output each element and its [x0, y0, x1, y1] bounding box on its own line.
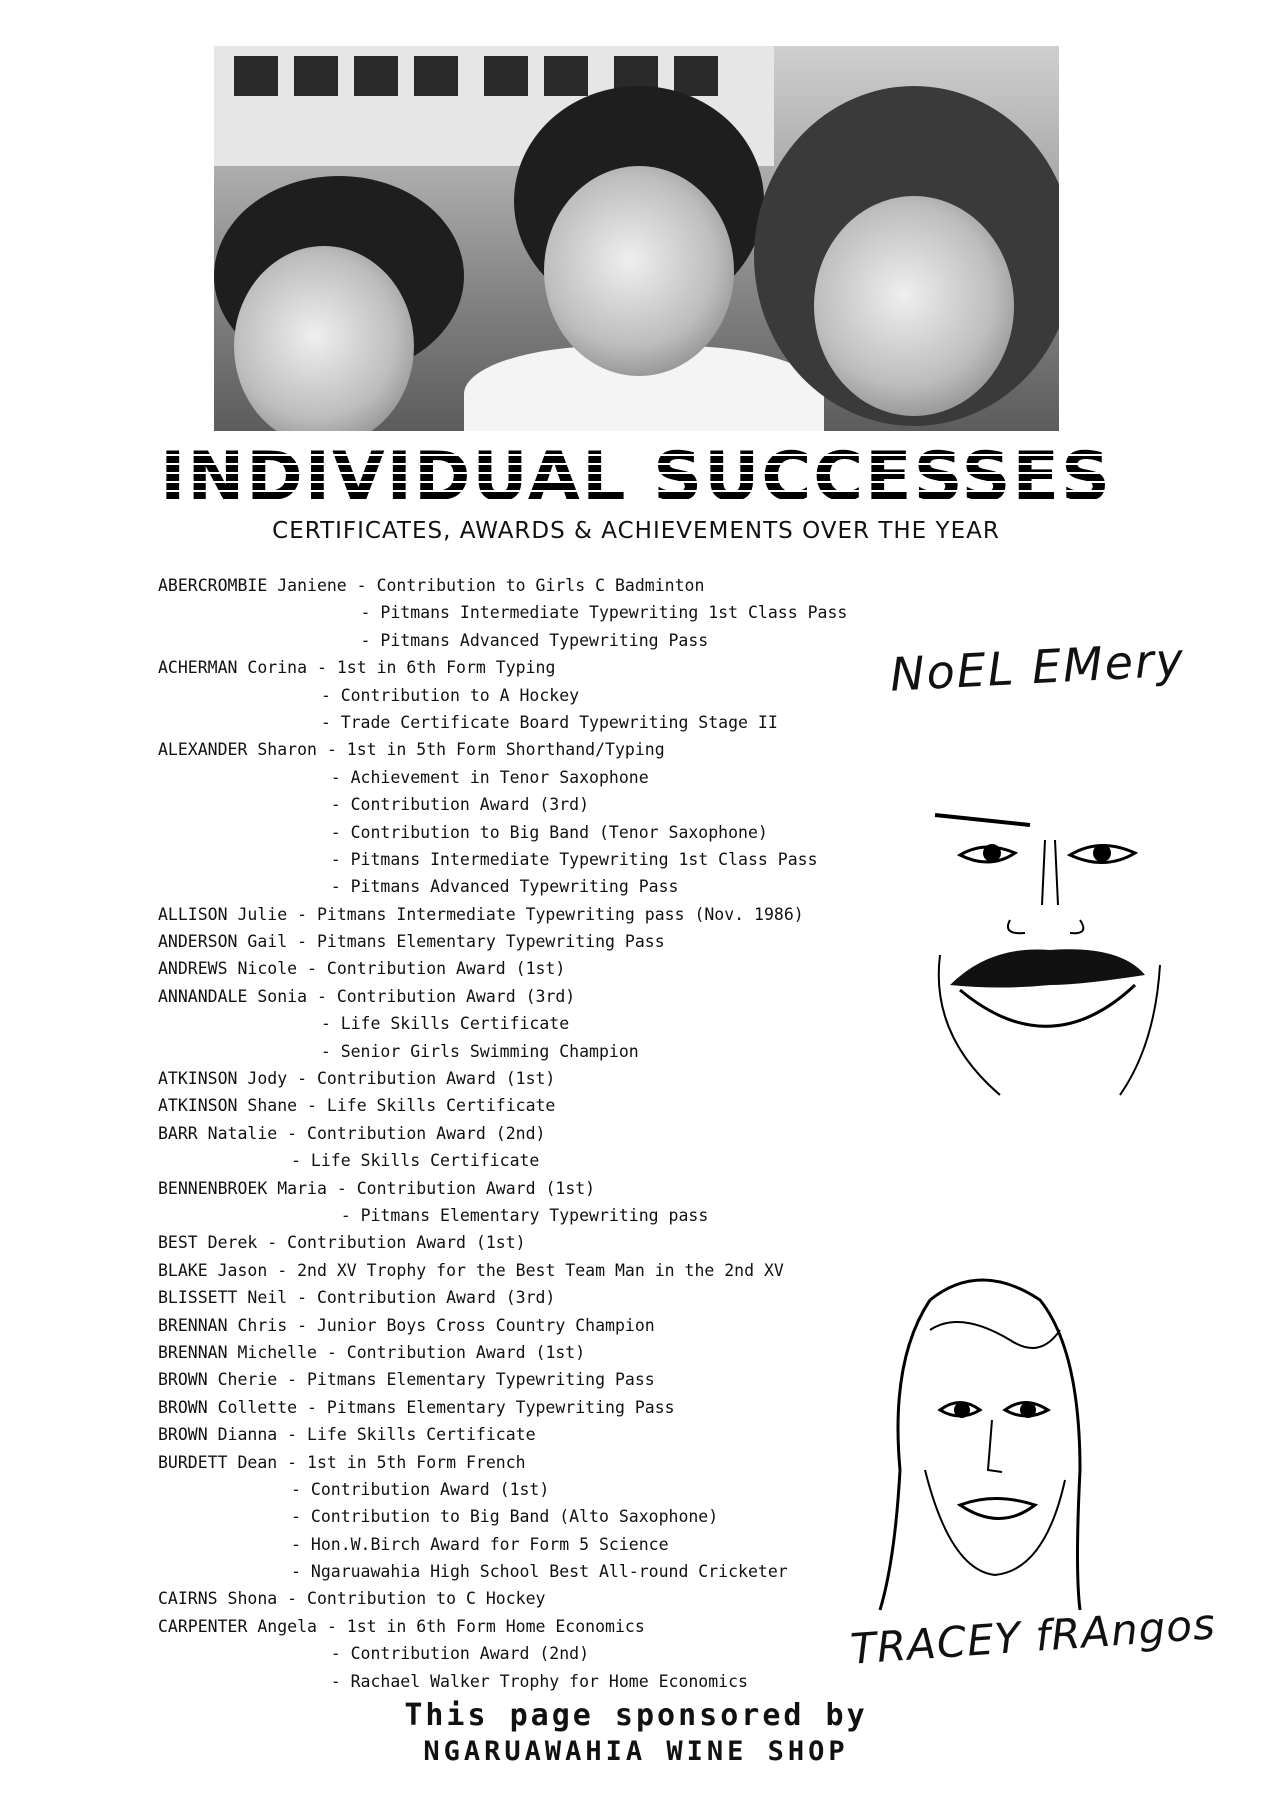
award-text: Pitmans Elementary Typewriting Pass [307, 1370, 655, 1390]
sketch-face-moustache [930, 795, 1170, 1135]
award-text: Hon.W.Birch Award for Form 5 Science [310, 1534, 669, 1554]
award-entry: BROWN Collette - Pitmans Elementary Typewriting Pass [158, 1397, 675, 1417]
award-text: Pitmans Advanced Typewriting Pass [350, 877, 679, 897]
award-entry: BARR Natalie - Contribution Award (2nd) [158, 1123, 546, 1143]
award-entry-continuation: - Ngaruawahia High School Best All-round Cricketer [291, 1562, 788, 1582]
student-name: BLAKE Jason [158, 1260, 268, 1280]
awards-list [158, 572, 878, 1695]
award-text: 1st in 6th Form Typing [336, 658, 556, 678]
award-entry-continuation: - Contribution Award (2nd) [330, 1644, 590, 1664]
award-text: Contribution Award (1st) [346, 1342, 586, 1362]
header-photo [214, 46, 1059, 431]
award-entry: ALEXANDER Sharon - 1st in 5th Form Shorthand/Typing [158, 740, 665, 760]
photo-window [294, 56, 338, 96]
photo-window [234, 56, 278, 96]
award-text: Pitmans Intermediate Typewriting pass (Nov. 1986) [316, 904, 804, 924]
award-entry: BURDETT Dean - 1st in 5th Form French [158, 1452, 526, 1472]
award-entry: BRENNAN Chris - Junior Boys Cross Country Champion [158, 1315, 655, 1335]
student-name: BROWN Collette [158, 1397, 298, 1417]
award-text: Pitmans Elementary Typewriting pass [360, 1205, 709, 1225]
award-entry: ANDERSON Gail - Pitmans Elementary Typewriting Pass [158, 932, 665, 952]
photo-person-left-face [234, 246, 414, 431]
award-text: Contribution Award (1st) [356, 1178, 596, 1198]
award-text: Contribution Award (1st) [316, 1069, 556, 1089]
award-text: Pitmans Elementary Typewriting Pass [316, 932, 665, 952]
photo-window [354, 56, 398, 96]
award-text: Life Skills Certificate [310, 1151, 540, 1171]
award-entry: ATKINSON Jody - Contribution Award (1st) [158, 1069, 556, 1089]
award-text: 1st in 5th Form Shorthand/Typing [346, 740, 665, 760]
award-text: Contribution to C Hockey [307, 1589, 546, 1609]
award-entry-continuation: - Pitmans Intermediate Typewriting 1st Class Pass [330, 849, 818, 869]
award-text: Ngaruawahia High School Best All-round Cricketer [310, 1562, 788, 1582]
award-entry: CAIRNS Shona - Contribution to C Hockey [158, 1589, 546, 1609]
student-name: BROWN Dianna [158, 1425, 278, 1445]
award-entry: BLISSETT Neil - Contribution Award (3rd) [158, 1288, 556, 1308]
award-text: Achievement in Tenor Saxophone [350, 767, 649, 787]
student-name: ATKINSON Shane [158, 1096, 298, 1116]
sponsor-name: NGARUAWAHIA WINE SHOP [423, 1736, 849, 1767]
award-entry: ANNANDALE Sonia - Contribution Award (3rd) [158, 986, 576, 1006]
sponsor-line: This page sponsored by [404, 1698, 868, 1733]
award-text: Life Skills Certificate [326, 1096, 556, 1116]
student-name: CARPENTER Angela [158, 1616, 317, 1636]
award-text: Life Skills Certificate [307, 1425, 536, 1445]
award-entry-continuation: - Contribution Award (1st) [291, 1479, 550, 1499]
award-text: Contribution Award (3rd) [336, 986, 576, 1006]
award-text: Pitmans Intermediate Typewriting 1st Class Pass [380, 603, 848, 623]
award-text: Rachael Walker Trophy for Home Economics [350, 1671, 748, 1691]
award-text: Contribution Award (3rd) [316, 1288, 556, 1308]
award-text: Trade Certificate Board Typewriting Stage II [340, 712, 778, 732]
award-text: 1st in 5th Form French [307, 1452, 526, 1472]
award-entry: BROWN Dianna - Life Skills Certificate [158, 1425, 536, 1445]
award-entry: BLAKE Jason - 2nd XV Trophy for the Best Team Man in the 2nd XV [158, 1260, 784, 1280]
sketch-face-long-hair [870, 1270, 1110, 1630]
award-entry-continuation: - Rachael Walker Trophy for Home Economics [330, 1671, 748, 1691]
award-entry: ACHERMAN Corina - 1st in 6th Form Typing [158, 658, 556, 678]
student-name: ABERCROMBIE Janiene [158, 576, 347, 595]
award-entry-continuation: - Pitmans Advanced Typewriting Pass [360, 630, 709, 650]
award-entry: ATKINSON Shane - Life Skills Certificate [158, 1096, 556, 1116]
award-text: Contribution to Big Band (Alto Saxophone) [310, 1507, 719, 1527]
student-name: BROWN Cherie [158, 1370, 278, 1390]
award-text: Contribution Award (1st) [310, 1479, 550, 1499]
student-name: BRENNAN Michelle [158, 1342, 317, 1362]
award-entry-continuation: - Hon.W.Birch Award for Form 5 Science [291, 1534, 669, 1554]
student-name: ANDERSON Gail [158, 932, 288, 952]
award-entry: BRENNAN Michelle - Contribution Award (1st) [158, 1342, 586, 1362]
student-name: ANDREWS Nicole [158, 959, 298, 979]
award-entry-continuation: - Senior Girls Swimming Champion [320, 1041, 639, 1061]
award-entry-continuation: - Contribution to A Hockey [320, 685, 580, 705]
award-entry-continuation: - Trade Certificate Board Typewriting Stage II [320, 712, 778, 732]
student-name: BLISSETT Neil [158, 1288, 288, 1308]
award-entry: CARPENTER Angela - 1st in 6th Form Home Economics [158, 1616, 645, 1636]
award-entry: BROWN Cherie - Pitmans Elementary Typewriting Pass [158, 1370, 655, 1390]
award-entry-continuation: - Life Skills Certificate [291, 1151, 540, 1171]
award-entry: ANDREWS Nicole - Contribution Award (1st) [158, 959, 566, 979]
award-text: Contribution Award (3rd) [350, 795, 590, 815]
photo-window [484, 56, 528, 96]
award-text: Senior Girls Swimming Champion [340, 1041, 639, 1061]
photo-window [674, 56, 718, 96]
award-text: Contribution Award (1st) [287, 1233, 526, 1253]
photo-person-right-face [814, 196, 1014, 416]
student-name: ALEXANDER Sharon [158, 740, 317, 760]
student-name: ATKINSON Jody [158, 1069, 288, 1089]
photo-window [414, 56, 458, 96]
award-text: 1st in 6th Form Home Economics [346, 1616, 645, 1636]
award-entry-continuation: - Contribution to Big Band (Alto Saxophone) [291, 1507, 719, 1527]
award-text: Pitmans Elementary Typewriting Pass [326, 1397, 675, 1417]
award-text: Contribution Award (2nd) [307, 1123, 546, 1143]
award-text: Contribution Award (2nd) [350, 1644, 590, 1664]
photo-window [544, 56, 588, 96]
signature-tracey-frangos: TRACEY fRAngos [848, 1599, 1218, 1674]
student-name: BURDETT Dean [158, 1452, 278, 1472]
page-title: INDIVIDUAL SUCCESSES [0, 438, 1272, 518]
award-entry-continuation: - Contribution Award (3rd) [330, 795, 590, 815]
award-entry: BEST Derek - Contribution Award (1st) [158, 1233, 526, 1253]
award-text: Contribution Award (1st) [326, 959, 566, 979]
award-text: Pitmans Advanced Typewriting Pass [380, 630, 709, 650]
award-entry-continuation: - Pitmans Elementary Typewriting pass [340, 1205, 709, 1225]
student-name: BENNENBROEK Maria [158, 1178, 327, 1198]
student-name: BRENNAN Chris [158, 1315, 288, 1335]
award-entry: ABERCROMBIE Janiene - Contribution to Girls C Badminton [158, 576, 705, 595]
award-entry: ALLISON Julie - Pitmans Intermediate Typewriting pass (Nov. 1986) [158, 904, 804, 924]
award-text: Contribution to Big Band (Tenor Saxophone) [350, 822, 768, 842]
award-text: Contribution to A Hockey [340, 685, 580, 705]
student-name: CAIRNS Shona [158, 1589, 278, 1609]
award-entry-continuation: - Contribution to Big Band (Tenor Saxophone) [330, 822, 768, 842]
award-text: Life Skills Certificate [340, 1014, 570, 1034]
award-entry-continuation: - Achievement in Tenor Saxophone [330, 767, 649, 787]
award-entry: BENNENBROEK Maria - Contribution Award (1st) [158, 1178, 596, 1198]
page-subtitle: CERTIFICATES, AWARDS & ACHIEVEMENTS OVER THE YEAR [272, 518, 1000, 544]
award-entry-continuation: - Pitmans Advanced Typewriting Pass [330, 877, 679, 897]
photo-person-middle-face [544, 166, 734, 376]
award-entry-continuation: - Life Skills Certificate [320, 1014, 570, 1034]
award-text: Junior Boys Cross Country Champion [316, 1315, 655, 1335]
student-name: ALLISON Julie [158, 904, 288, 924]
signature-noel-emery: NoEL EMery [888, 632, 1187, 702]
award-text: Pitmans Intermediate Typewriting 1st Class Pass [350, 849, 818, 869]
award-entry-continuation: - Pitmans Intermediate Typewriting 1st Class Pass [360, 603, 848, 623]
student-name: BEST Derek [158, 1233, 258, 1253]
award-text: Contribution to Girls C Badminton [376, 576, 705, 595]
student-name: ANNANDALE Sonia [158, 986, 308, 1006]
student-name: BARR Natalie [158, 1123, 278, 1143]
student-name: ACHERMAN Corina [158, 658, 308, 678]
award-text: 2nd XV Trophy for the Best Team Man in the 2nd XV [297, 1260, 784, 1280]
